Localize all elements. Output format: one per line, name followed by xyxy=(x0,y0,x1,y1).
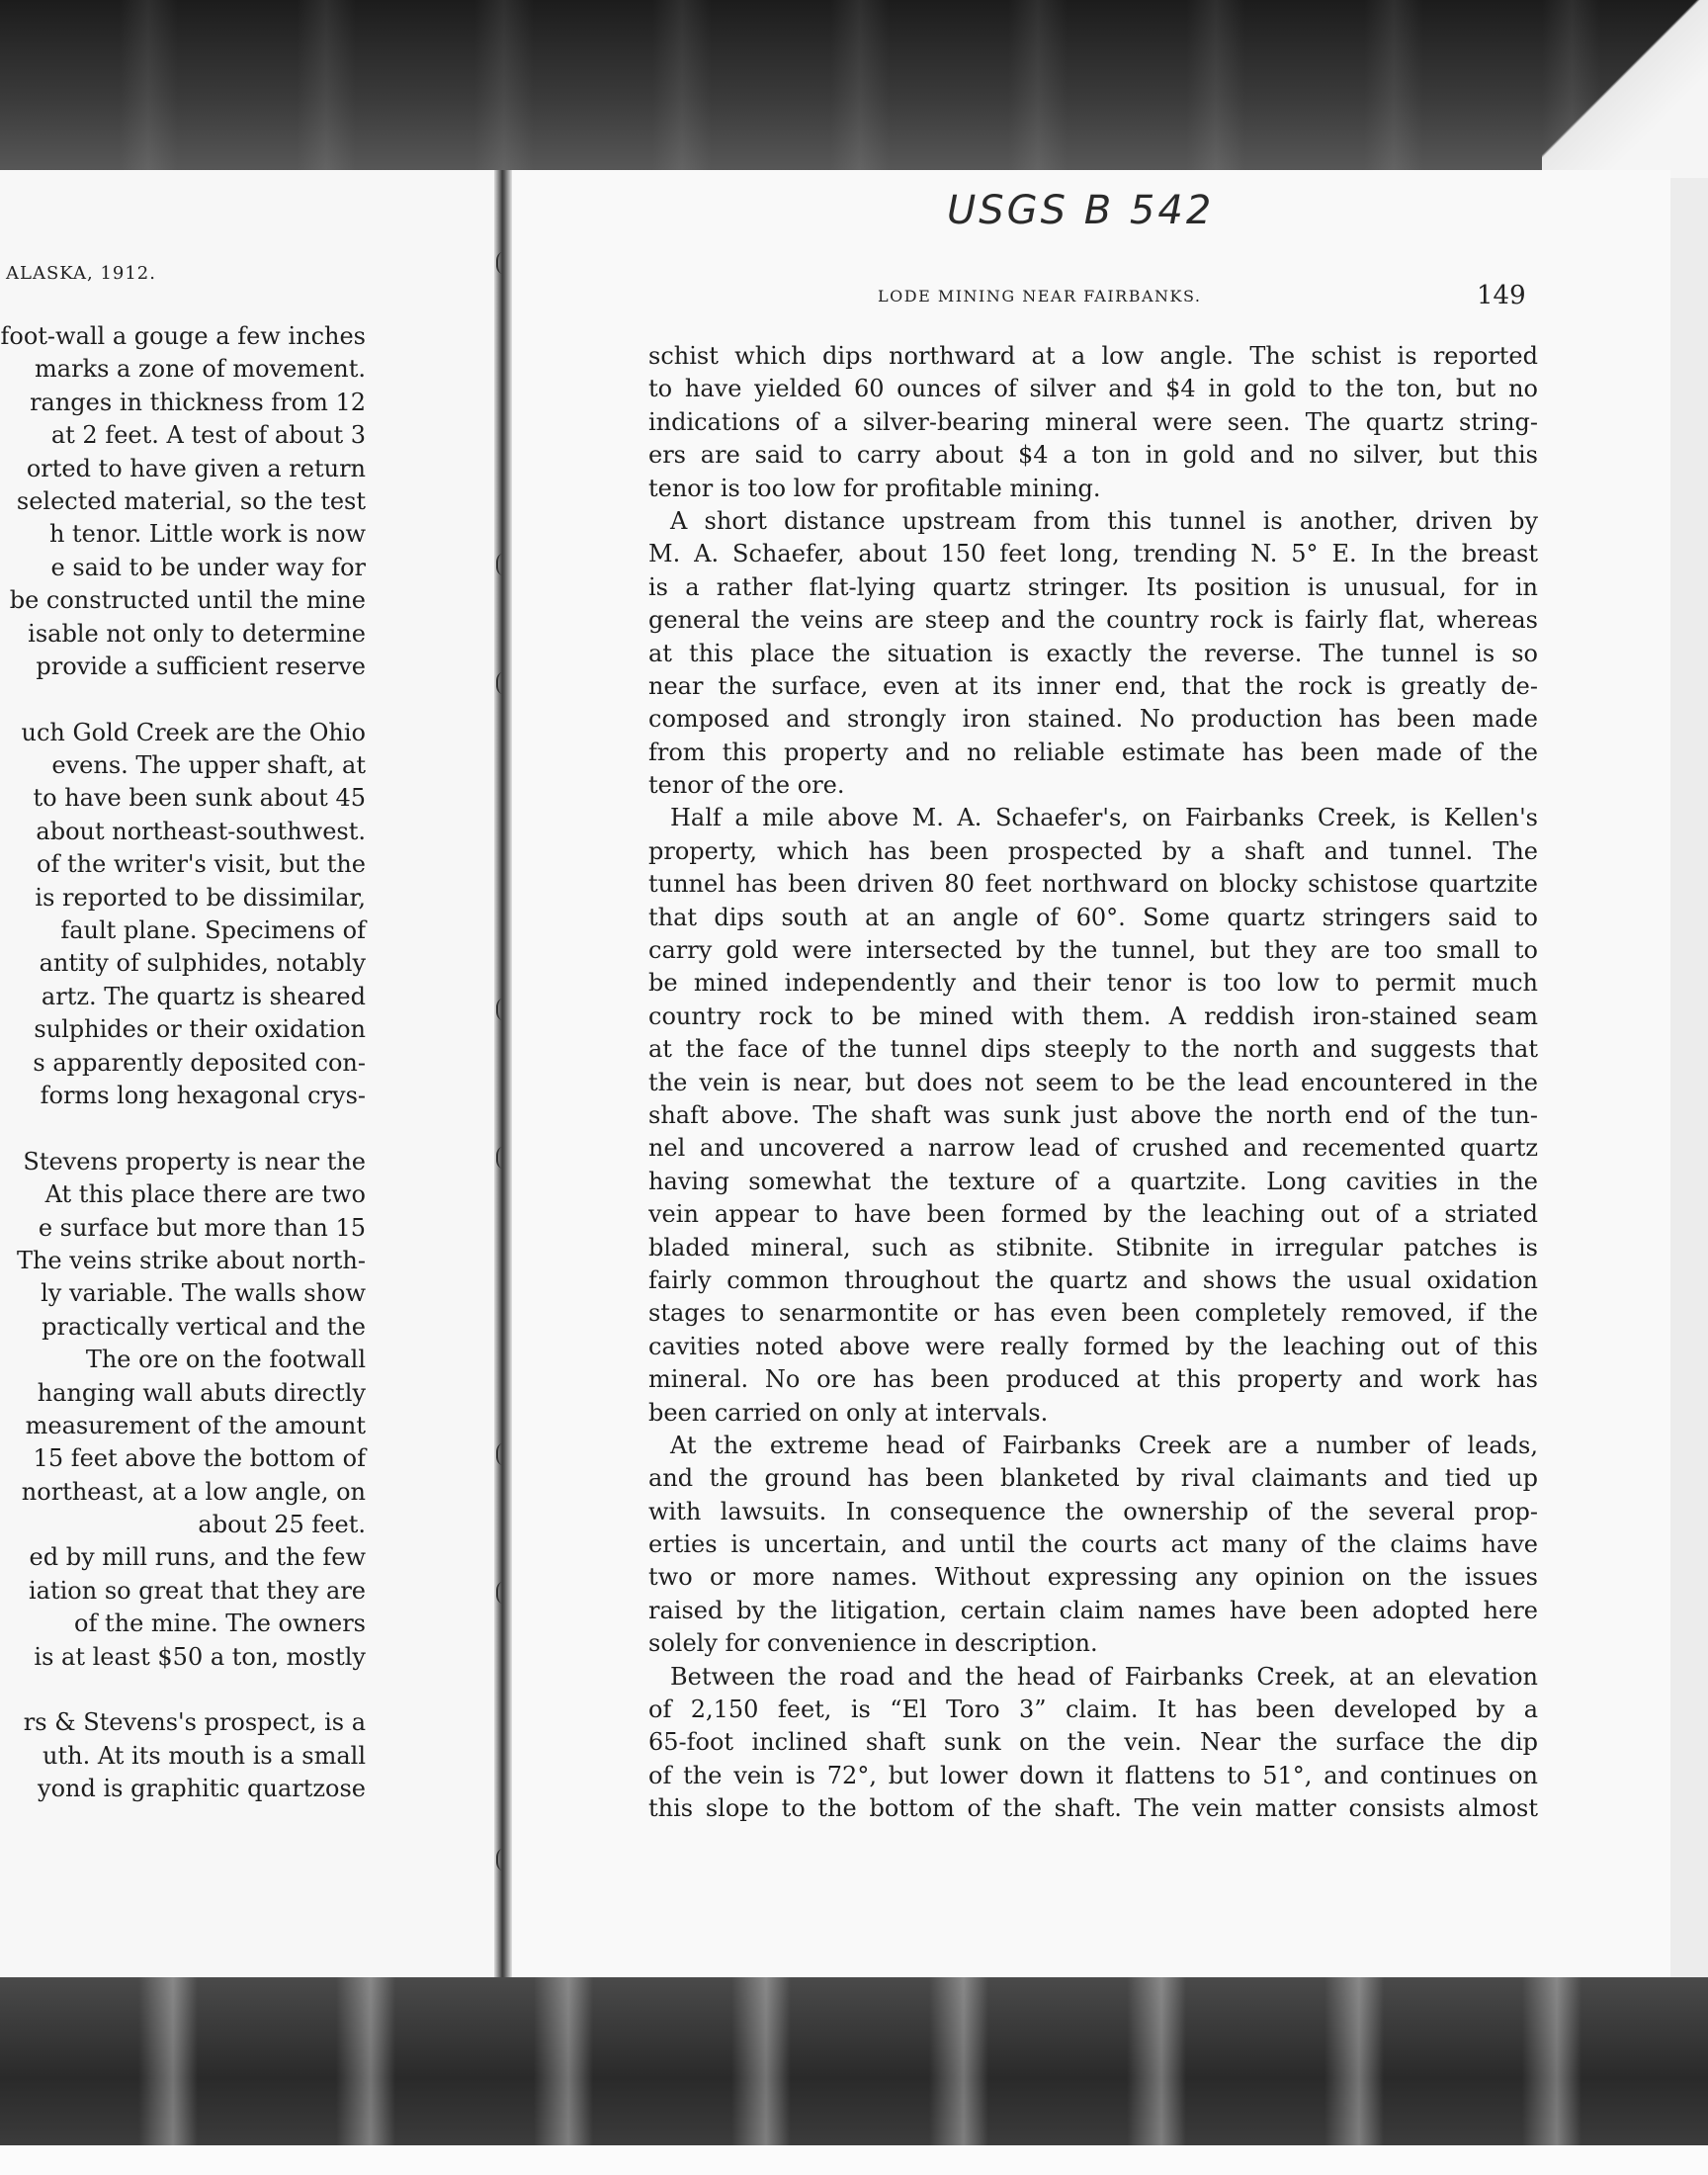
scanner-band-top xyxy=(0,0,1708,178)
binding-stitch xyxy=(496,554,512,575)
left-text-line: foot-wall a gouge a few inches xyxy=(0,322,366,350)
text-line: carry gold were intersected by the tunnel, but they are too small to xyxy=(648,936,1538,965)
left-text-line: The veins strike about north- xyxy=(16,1246,366,1274)
left-text-line: of the mine. The owners xyxy=(74,1610,366,1638)
left-page-header: ALASKA, 1912. xyxy=(6,263,156,284)
left-text-line: rs & Stevens's prospect, is a xyxy=(23,1708,366,1737)
page-corner-fold xyxy=(1542,0,1708,178)
text-line: two or more names. Without expressing any opinion on the issues xyxy=(648,1563,1538,1592)
scanner-band-bottom xyxy=(0,1977,1708,2145)
text-line: be mined independently and their tenor is too low to permit much xyxy=(648,969,1538,998)
text-line: 65-foot inclined shaft sunk on the vein. Near the surface the dip xyxy=(648,1728,1538,1757)
book-gutter xyxy=(494,170,512,1979)
binding-stitch xyxy=(496,1849,512,1870)
left-text-line: ed by mill runs, and the few xyxy=(29,1543,366,1572)
left-text-line: to have been sunk about 45 xyxy=(33,784,366,813)
left-text-line: selected material, so the test xyxy=(16,486,366,515)
left-text-line: is at least $50 a ton, mostly xyxy=(34,1642,366,1671)
text-line: A short distance upstream from this tunnel is another, driven by xyxy=(670,506,1538,535)
left-text-line: ly variable. The walls show xyxy=(41,1279,366,1308)
text-line: country rock to be mined with them. A reddish iron-stained seam xyxy=(648,1001,1538,1030)
text-line: to have yielded 60 ounces of silver and $4 in gold to the ton, but no xyxy=(648,375,1538,403)
left-text-line: At this place there are two xyxy=(44,1180,366,1209)
left-text-line: fault plane. Specimens of xyxy=(60,916,366,945)
text-line: with lawsuits. In consequence the ownership of the several prop- xyxy=(648,1497,1538,1525)
left-text-line: e surface but more than 15 xyxy=(38,1213,366,1242)
text-line: composed and strongly iron stained. No production has been made xyxy=(648,705,1538,734)
left-text-line: e said to be under way for xyxy=(50,553,366,581)
text-line: stages to senarmontite or has even been completely removed, if the xyxy=(648,1299,1538,1328)
left-text-line: yond is graphitic quartzose xyxy=(38,1775,366,1803)
binding-stitch xyxy=(496,672,512,694)
text-line: having somewhat the texture of a quartzite. Long cavities in the xyxy=(648,1167,1538,1195)
text-line: is a rather flat-lying quartz stringer. Its position is unusual, for in xyxy=(648,572,1538,601)
left-text-line: is reported to be dissimilar, xyxy=(35,883,366,912)
binding-stitch xyxy=(496,999,512,1020)
text-line: indications of a silver-bearing mineral were seen. The quartz string- xyxy=(648,407,1538,436)
left-text-line: iation so great that they are xyxy=(28,1576,366,1605)
text-line: erties is uncertain, and until the courts act many of the claims have xyxy=(648,1530,1538,1559)
left-text-line: sulphides or their oxidation xyxy=(34,1015,366,1044)
left-text-line: s apparently deposited con- xyxy=(33,1048,366,1077)
page-number: 149 xyxy=(1477,281,1526,310)
handwritten-note: USGS B 542 xyxy=(947,188,1215,233)
left-text-line: orted to have given a return xyxy=(26,454,366,482)
left-text-line: be constructed until the mine xyxy=(9,586,366,615)
left-text-line: The ore on the footwall xyxy=(85,1346,366,1374)
text-line: near the surface, even at its inner end, that the rock is greatly de- xyxy=(648,671,1538,700)
left-text-line: artz. The quartz is sheared xyxy=(41,982,366,1010)
text-line: tunnel has been driven 80 feet northward on blocky schistose quartzite xyxy=(648,870,1538,899)
left-text-line xyxy=(0,1674,366,1706)
text-line: schist which dips northward at a low angle. The schist is reported xyxy=(648,342,1538,370)
text-line: shaft above. The shaft was sunk just above the north end of the tun- xyxy=(648,1100,1538,1129)
binding-stitch xyxy=(496,252,512,274)
left-page-text xyxy=(0,320,366,1806)
text-line: tenor of the ore. xyxy=(648,771,845,800)
text-line: general the veins are steep and the country rock is fairly flat, whereas xyxy=(648,606,1538,635)
binding-stitch xyxy=(496,1443,512,1465)
running-head: LODE MINING NEAR FAIRBANKS. xyxy=(878,287,1202,305)
right-page xyxy=(512,170,1670,1979)
text-line: at the face of the tunnel dips steeply to the north and suggests that xyxy=(648,1035,1538,1064)
text-line: Half a mile above M. A. Schaefer's, on Fairbanks Creek, is Kellen's xyxy=(670,804,1538,832)
body-text xyxy=(648,340,1538,1826)
text-line: and the ground has been blanketed by rival claimants and tied up xyxy=(648,1464,1538,1493)
binding-stitch xyxy=(496,1147,512,1169)
text-line: At the extreme head of Fairbanks Creek are a number of leads, xyxy=(670,1431,1538,1459)
text-line: from this property and no reliable estimate has been made of the xyxy=(648,738,1538,766)
text-line: of 2,150 feet, is “El Toro 3” claim. It has been developed by a xyxy=(648,1696,1538,1724)
left-text-line: northeast, at a low angle, on xyxy=(21,1477,366,1506)
left-text-line: at 2 feet. A test of about 3 xyxy=(50,421,366,450)
text-line: tenor is too low for profitable mining. xyxy=(648,474,1101,502)
text-line: of the vein is 72°, but lower down it flattens to 51°, and continues on xyxy=(648,1761,1538,1789)
scan-right-margin xyxy=(1670,178,1708,1977)
left-text-line: hanging wall abuts directly xyxy=(37,1378,366,1407)
text-line: raised by the litigation, certain claim names have been adopted here xyxy=(648,1596,1538,1624)
text-line: M. A. Schaefer, about 150 feet long, trending N. 5° E. In the breast xyxy=(648,540,1538,568)
left-text-line: antity of sulphides, notably xyxy=(39,949,366,978)
text-line: the vein is near, but does not seem to be the lead encountered in the xyxy=(648,1068,1538,1096)
text-line: nel and uncovered a narrow lead of crushed and recemented quartz xyxy=(648,1134,1538,1163)
left-text-line: forms long hexagonal crys- xyxy=(40,1081,366,1109)
left-text-line: Stevens property is near the xyxy=(23,1147,366,1175)
left-text-line: uch Gold Creek are the Ohio xyxy=(21,718,366,746)
left-text-line: uth. At its mouth is a small xyxy=(43,1741,366,1770)
text-line: fairly common throughout the quartz and shows the usual oxidation xyxy=(648,1265,1538,1294)
left-text-line: measurement of the amount xyxy=(25,1411,366,1439)
left-text-line: practically vertical and the xyxy=(42,1312,366,1341)
left-text-line: about northeast-southwest. xyxy=(36,817,366,845)
left-page xyxy=(0,170,494,1979)
left-text-line: marks a zone of movement. xyxy=(35,355,366,384)
text-line: solely for convenience in description. xyxy=(648,1629,1098,1658)
left-text-line: evens. The upper shaft, at xyxy=(51,751,366,780)
left-text-line xyxy=(0,683,366,716)
left-text-line: provide a sufficient reserve xyxy=(36,652,366,680)
left-text-line xyxy=(0,1112,366,1145)
left-text-line: h tenor. Little work is now xyxy=(48,520,366,549)
text-line: bladed mineral, such as stibnite. Stibnite in irregular patches is xyxy=(648,1233,1538,1262)
left-text-line: 15 feet above the bottom of xyxy=(33,1444,366,1473)
text-line: ers are said to carry about $4 a ton in gold and no silver, but this xyxy=(648,441,1538,470)
text-line: mineral. No ore has been produced at this property and work has xyxy=(648,1365,1538,1394)
left-text-line: about 25 feet. xyxy=(198,1511,366,1539)
text-line: this slope to the bottom of the shaft. The vein matter consists almost xyxy=(648,1794,1538,1823)
binding-stitch xyxy=(496,1582,512,1604)
text-line: vein appear to have been formed by the leaching out of a striated xyxy=(648,1200,1538,1229)
text-line: Between the road and the head of Fairbanks Creek, at an elevation xyxy=(670,1662,1538,1691)
text-line: at this place the situation is exactly the reverse. The tunnel is so xyxy=(648,639,1538,667)
text-line: cavities noted above were really formed by the leaching out of this xyxy=(648,1332,1538,1360)
left-text-line: ranges in thickness from 12 xyxy=(30,388,366,416)
left-text-line: isable not only to determine xyxy=(28,619,366,648)
text-line: property, which has been prospected by a shaft and tunnel. The xyxy=(648,836,1538,865)
text-line: that dips south at an angle of 60°. Some quartz stringers said to xyxy=(648,903,1538,931)
left-text-line: of the writer's visit, but the xyxy=(37,850,366,879)
text-line: been carried on only at intervals. xyxy=(648,1398,1049,1427)
